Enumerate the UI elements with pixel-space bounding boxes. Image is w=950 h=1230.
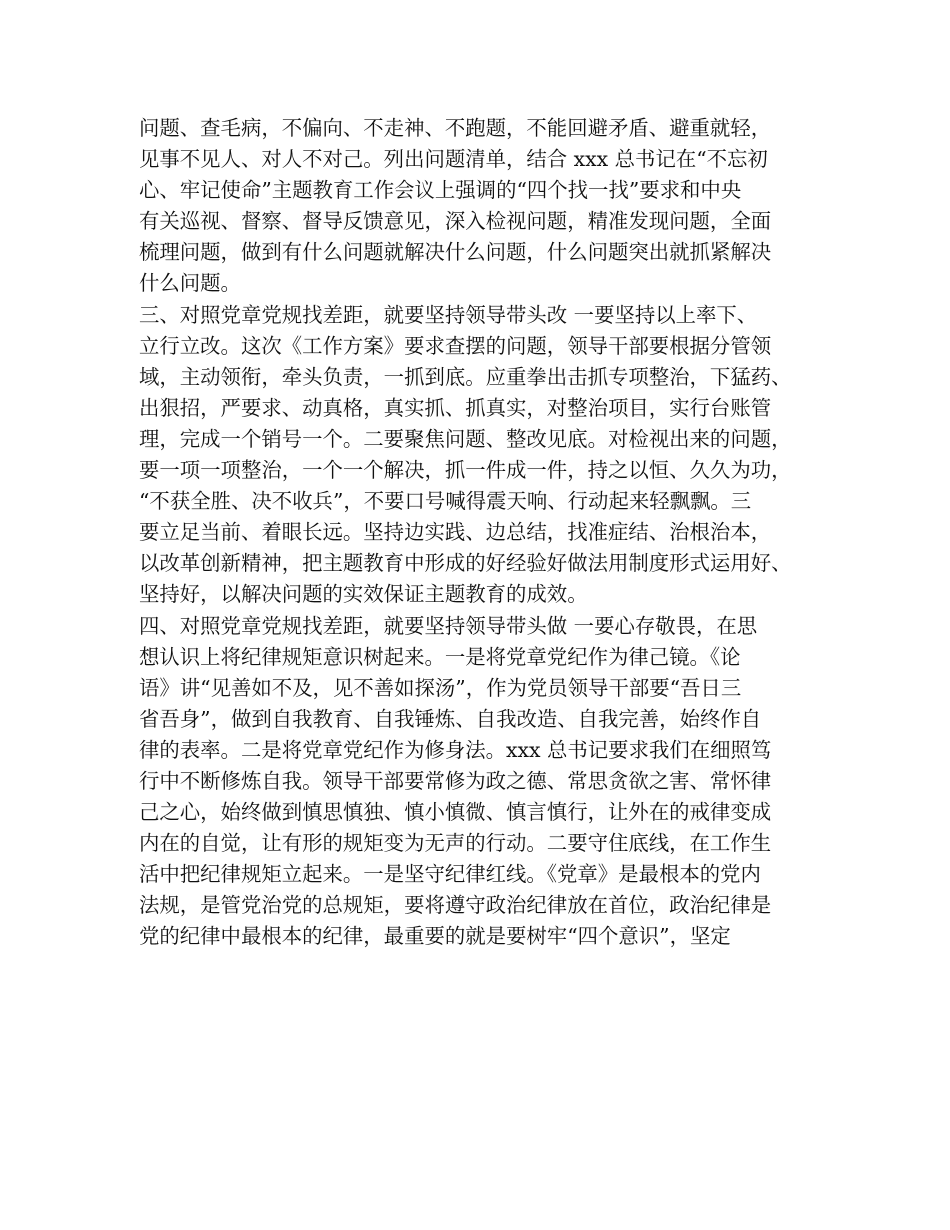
text-line: 问题、查毛病，不偏向、不走神、不跑题，不能回避矛盾、避重就轻， [139, 116, 772, 140]
text-line: 内在的自觉，让有形的规矩变为无声的行动。二要守住底线，在工作生 [139, 831, 772, 856]
text-line: 见事不见人、对人不对己。列出问题清单，结合 xxx 总书记在“不忘初 [139, 147, 768, 172]
text-line: 立行立改。这次《工作方案》要求查摆的问题，领导干部要根据分管领 [139, 333, 772, 358]
text-line: 四、对照党章党规找差距，就要坚持领导带头做 一要心存敬畏，在思 [139, 613, 758, 638]
text-line: “不获全胜、决不收兵”，不要口号喊得震天响、行动起来轻飘飘。三 [139, 489, 752, 514]
text-line: 行中不断修炼自我。领导干部要常修为政之德、常思贪欲之害、常怀律 [139, 768, 772, 793]
text-line: 语》讲“见善如不及，见不善如探汤”，作为党员领导干部要“吾日三 [139, 675, 742, 700]
text-line: 活中把纪律规矩立起来。一是坚守纪律红线。《党章》是最根本的党内 [139, 862, 761, 887]
text-line: 三、对照党章党规找差距，就要坚持领导带头改 一要坚持以上率下、 [139, 302, 758, 327]
body-text [139, 113, 839, 953]
text-line: 理，完成一个销号一个。二要聚焦问题、整改见底。对检视出来的问题， [139, 426, 792, 451]
text-line: 坚持好，以解决问题的实效保证主题教育的成效。 [139, 582, 588, 607]
text-line: 己之心，始终做到慎思慎独、慎小慎微、慎言慎行，让外在的戒律变成 [139, 800, 772, 825]
text-line: 省吾身”，做到自我教育、自我锤炼、自我改造、自我完善，始终作自 [139, 706, 762, 731]
text-line: 律的表率。二是将党章党纪作为修身法。xxx 总书记要求我们在细照笃 [139, 737, 772, 762]
text-line: 有关巡视、督察、督导反馈意见，深入检视问题，精准发现问题，全面 [139, 209, 772, 234]
text-line: 想认识上将纪律规矩意识树起来。一是将党章党纪作为律己镜。《论 [139, 644, 741, 669]
text-line: 梳理问题，做到有什么问题就解决什么问题，什么问题突出就抓紧解决 [139, 240, 772, 265]
text-line: 以改革创新精神，把主题教育中形成的好经验好做法用制度形式运用好、 [139, 551, 792, 576]
text-line: 要立足当前、着眼长远。坚持边实践、边总结，找准症结、治根治本， [139, 520, 772, 545]
text-line: 出狠招，严要求、动真格，真实抓、抓真实，对整治项目，实行台账管 [139, 395, 772, 420]
text-line: 法规，是管党治党的总规矩，要将遵守政治纪律放在首位，政治纪律是 [139, 893, 772, 918]
text-line: 党的纪律中最根本的纪律，最重要的就是要树牢“四个意识”，坚定 [139, 924, 731, 949]
text-line: 什么问题。 [139, 271, 241, 296]
text-line: 要一项一项整治，一个一个解决，抓一件成一件，持之以恒、久久为功， [139, 458, 792, 483]
text-line: 域，主动领衔，牵头负责，一抓到底。应重拳出击抓专项整治，下猛药、 [139, 364, 792, 389]
text-line: 心、牢记使命”主题教育工作会议上强调的“四个找一找”要求和中央 [139, 178, 742, 203]
